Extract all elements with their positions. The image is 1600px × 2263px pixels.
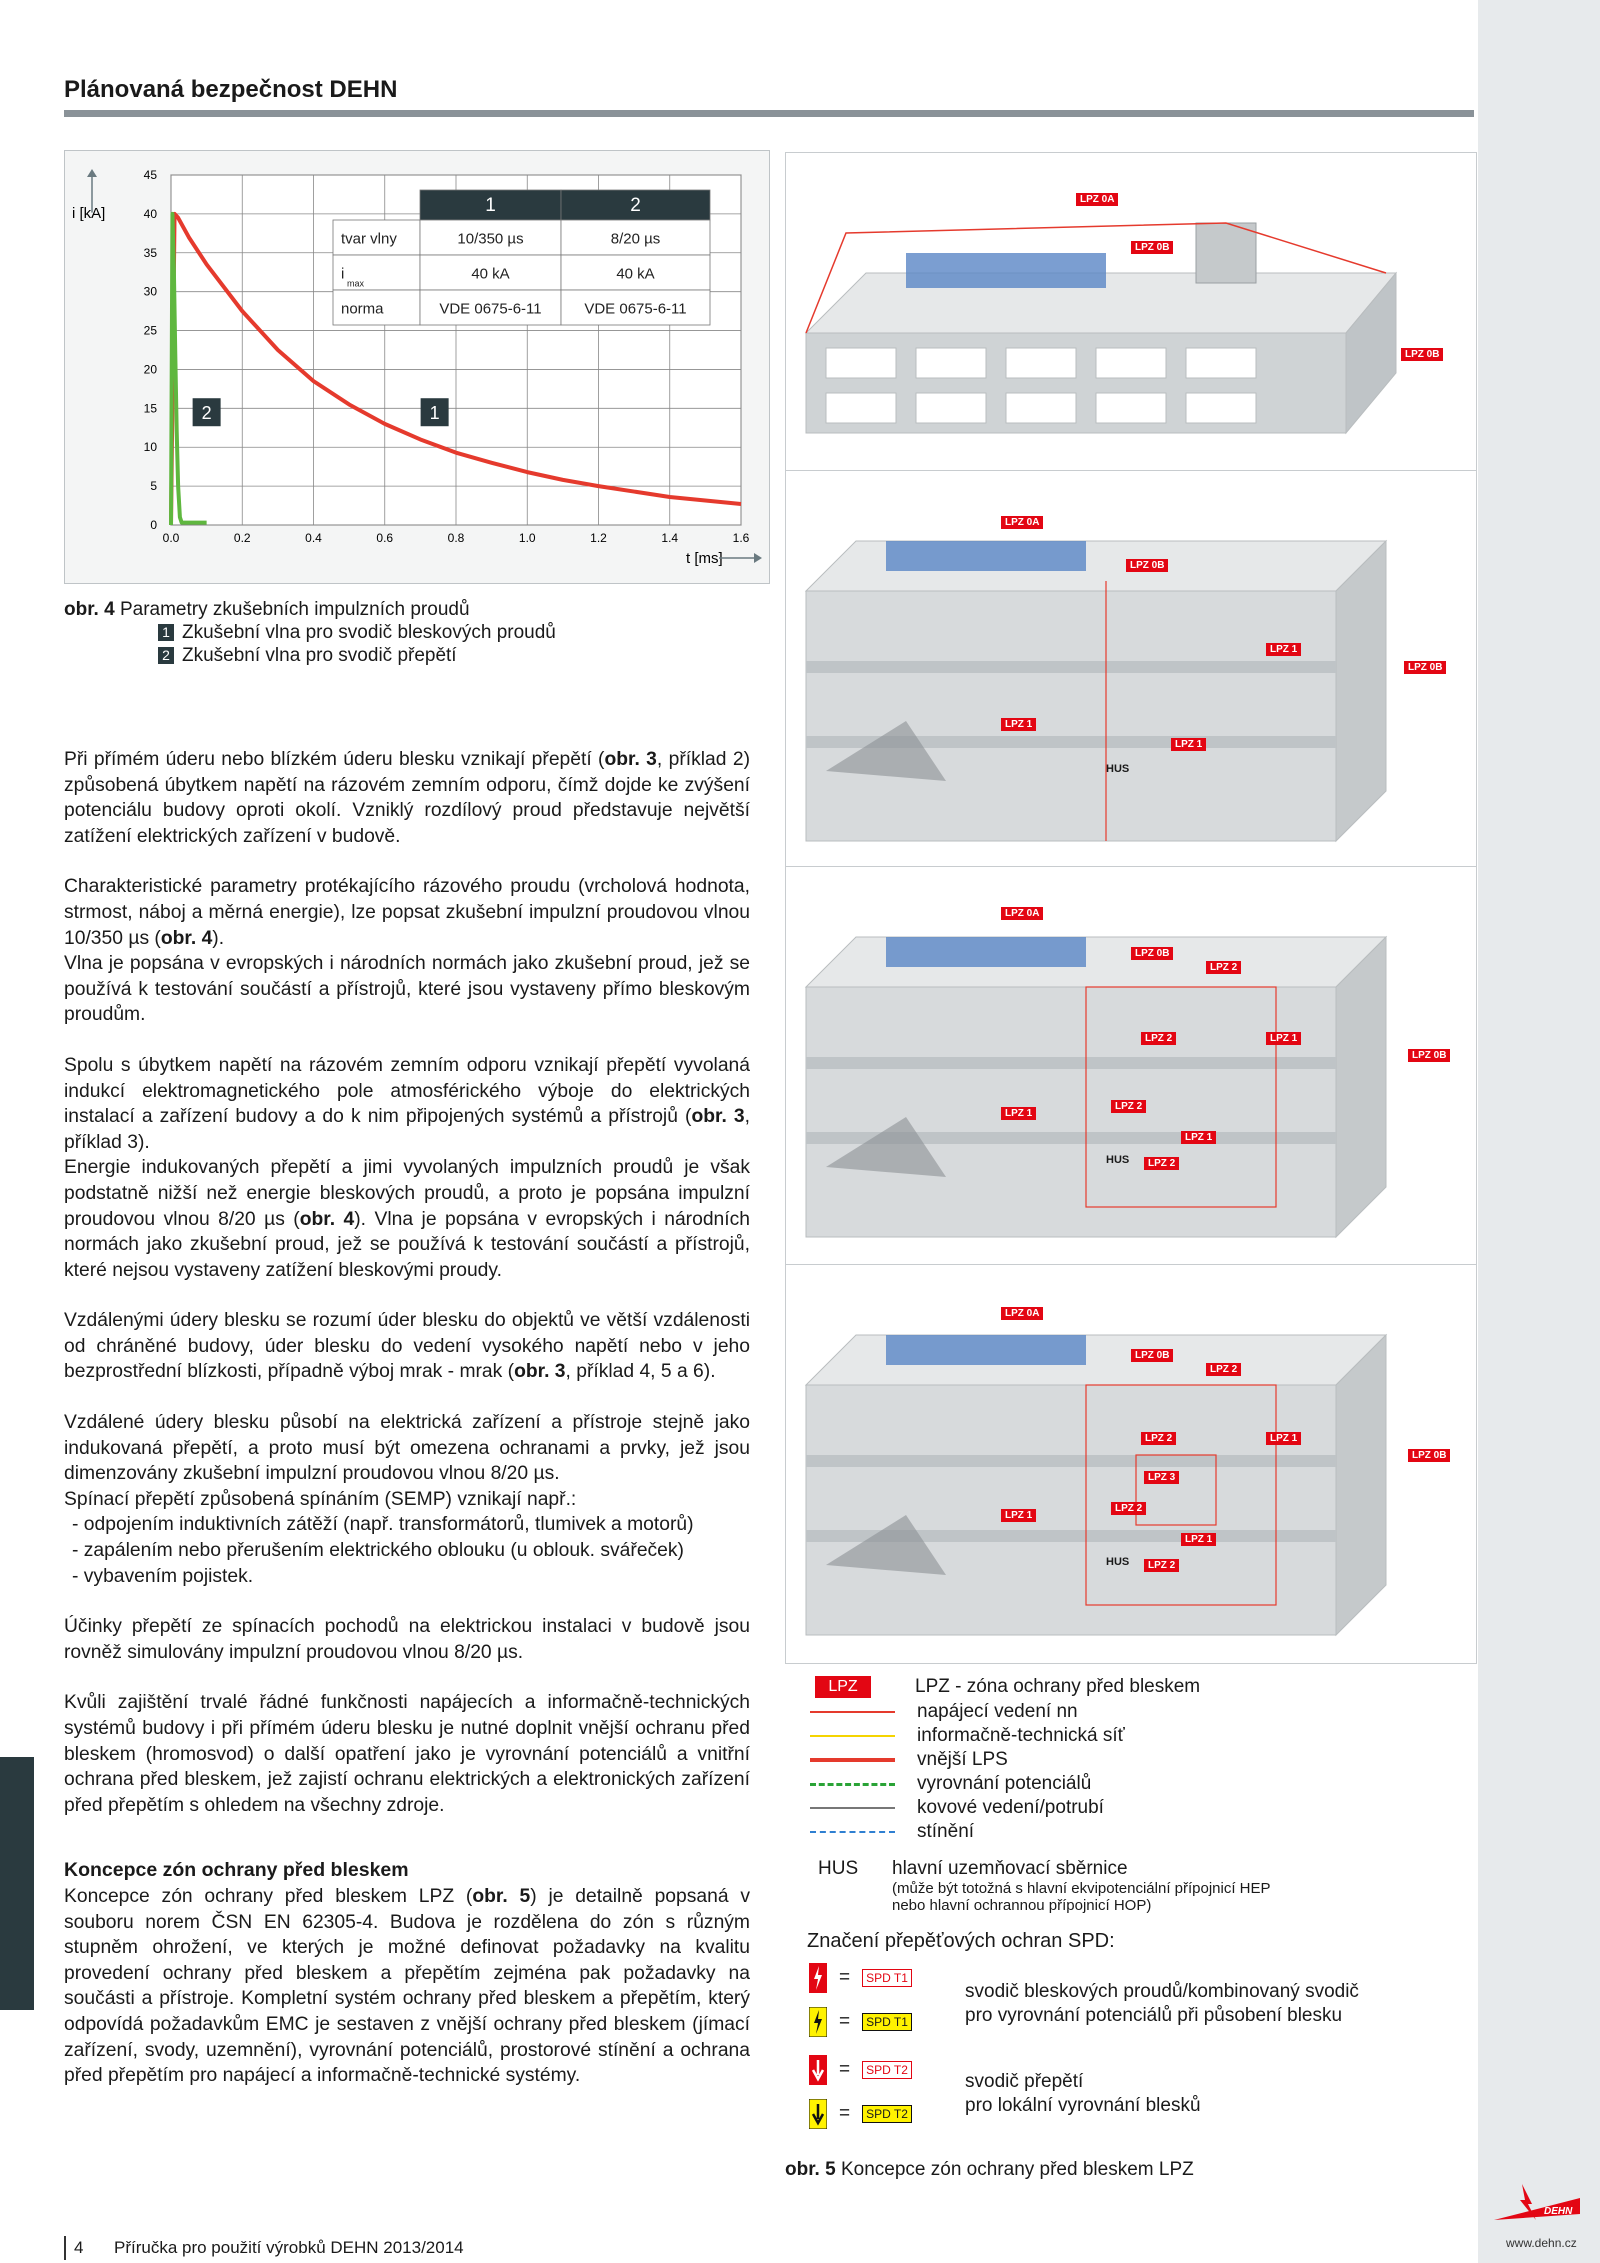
equals: =	[839, 2059, 851, 2080]
imax-subscript: max	[347, 278, 365, 289]
paragraph: Energie indukovaných přepětí a jimi vyvolaných impulzních proudů je však podstatně nižší než energie bleskových proudů, a proto je popsána impulzní proudovou vlnou 8/20 µs (obr. 4). Vlna je popsána v evropských i národních normách jako zkušební proud, jež se používá k testování součástí a přístrojů, které nejsou vystaveny zatížení bleskovými proudy.	[64, 1157, 750, 1281]
lpz-0b-label: LPZ 0B	[1401, 348, 1443, 361]
paragraph: Spínací přepětí způsobená spínáním (SEMP) vznikají např.:	[64, 1488, 577, 1510]
building-illustration	[786, 867, 1476, 1265]
list-item: - vybavením pojistek.	[64, 1564, 750, 1590]
lpz-2-label: LPZ 2	[1141, 1432, 1176, 1445]
wave-1-marker-text: 1	[429, 403, 440, 424]
lpz-2-label: LPZ 2	[1144, 1559, 1179, 1572]
chapter-tab	[0, 1757, 34, 2010]
lpz-0b-label: LPZ 0B	[1404, 661, 1446, 674]
equals: =	[839, 2011, 851, 2032]
caption-marker-1: 1	[158, 624, 174, 641]
table-cell-text: 8/20 µs	[610, 230, 661, 248]
y-axis-label: i [kA]	[72, 204, 106, 222]
spd-t1-desc-2: pro vyrovnání potenciálů při působení blesku	[965, 2005, 1343, 2026]
table-cell-text: i	[341, 265, 345, 283]
semp-list	[64, 1512, 750, 1589]
x-tick-label: 1.4	[661, 531, 679, 545]
legend-kov: kovové vedení/potrubí	[917, 1797, 1104, 1818]
svg-text:DEHN: DEHN	[1544, 2206, 1573, 2217]
table-cell-text: 10/350 µs	[457, 230, 524, 248]
lpz-2-label: LPZ 2	[1144, 1157, 1179, 1170]
x-tick-label: 1.2	[590, 531, 607, 545]
paragraph: Účinky přepětí ze spínacích pochodů na elektrickou instalaci v budově jsou rovněž simulovány impulzní proudovou vlnou 8/20 µs.	[64, 1616, 750, 1663]
y-tick-label: 0	[150, 518, 157, 532]
spd-t2-desc-1: svodič přepětí	[965, 2071, 1084, 2092]
lpz-1-label: LPZ 1	[1266, 1032, 1301, 1045]
hus-label: HUS	[1106, 1154, 1130, 1166]
table-cell-text: tvar vlny	[341, 230, 397, 248]
title-rule	[64, 110, 1474, 117]
equals: =	[839, 1967, 851, 1988]
legend-line-stin	[810, 1831, 895, 1833]
lpz-0a-label: LPZ 0A	[1076, 193, 1118, 206]
figure-4-text: Parametry zkušebních impulzních proudů	[119, 599, 470, 620]
x-tick-label: 0.4	[305, 531, 322, 545]
lpz-0a-label: LPZ 0A	[1001, 516, 1043, 529]
spd-t1-yellow-icon	[809, 2007, 827, 2037]
y-tick-label: 40	[143, 206, 157, 221]
hus-label: HUS	[1106, 763, 1130, 775]
lpz-0b-label: LPZ 0B	[1131, 1349, 1173, 1362]
lpz-1-label: LPZ 1	[1001, 718, 1036, 731]
x-axis-label: t [ms]	[686, 550, 723, 567]
y-tick-label: 35	[143, 245, 157, 260]
impulse-current-chart	[64, 150, 770, 584]
legend-lps: vnější LPS	[917, 1749, 1008, 1770]
legend-line-nn	[810, 1711, 895, 1713]
legend-line-kov	[810, 1807, 895, 1809]
legend-lpz-badge: LPZ	[815, 1676, 871, 1698]
building-panel-4	[785, 1264, 1477, 1664]
paragraph: Vlna je popsána v evropských i národních normách jako zkušební proud, jež se používá k testování součástí a přístrojů, které jsou vystaveny přímo bleskovým proudům.	[64, 953, 750, 1026]
table-cell-text: 1	[485, 195, 496, 216]
list-item: - zapálením nebo přerušením elektrického oblouku (u oblouk. svářeček)	[64, 1538, 750, 1564]
spd-t1-red-badge: SPD T1	[862, 1969, 912, 1987]
dehn-logo	[1492, 2180, 1582, 2225]
y-tick-label: 15	[143, 401, 157, 416]
paragraph: Spolu s úbytkem napětí na rázovém zemním odporu vznikají přepětí vyvolaná indukcí elektromagnetického pole atmosférického výboje do elektrických instalací a zařízení budovy a do k nim připojených systémů a přístrojů (obr. 3, příklad 3).	[64, 1054, 750, 1153]
legend-it: informačně-technická síť	[917, 1725, 1125, 1746]
x-tick-label: 0.8	[447, 531, 465, 545]
lpz-0b-label: LPZ 0B	[1408, 1449, 1450, 1462]
y-tick-label: 5	[150, 479, 157, 494]
lpz-2-label: LPZ 2	[1206, 1363, 1241, 1376]
legend-stin: stínění	[917, 1821, 975, 1842]
figure-4-label: obr. 4	[64, 599, 115, 620]
building-panel-2	[785, 470, 1477, 868]
equals: =	[839, 2103, 851, 2124]
lpz-2-label: LPZ 2	[1141, 1032, 1176, 1045]
page-title: Plánovaná bezpečnost DEHN	[64, 76, 398, 103]
section-heading: Koncepce zón ochrany před bleskem	[64, 1859, 409, 1882]
lpz-2-label: LPZ 2	[1111, 1100, 1146, 1113]
building-panel-1	[785, 152, 1477, 472]
caption-item-1: Zkušební vlna pro svodič bleskových proudů	[182, 622, 556, 643]
legend-line-lps	[810, 1758, 895, 1762]
x-tick-label: 1.6	[732, 531, 750, 545]
building-illustration	[786, 1265, 1476, 1663]
paragraph: Při přímém úderu nebo blízkém úderu blesku vznikají přepětí (obr. 3, příklad 2) způsobená úbytkem napětí na rázovém zemním odporu, čímž dojde ke zvýšení potenciálu budovy oproti okolí. Vzniklý rozdílový proud představuje největší zatížení elektrických zařízení v budově.	[64, 749, 750, 847]
table-cell-text: 40 kA	[616, 265, 655, 283]
lpz-2-label: LPZ 2	[1206, 961, 1241, 974]
spd-t2-red-icon	[809, 2055, 827, 2085]
paragraph: Charakteristické parametry protékajícího rázového proudu (vrcholová hodnota, strmost, náboj a měrná energie), lze popsat zkušební impulzní proudovou vlnou 10/350 µs (obr. 4).	[64, 876, 750, 949]
legend-nn: napájecí vedení nn	[917, 1701, 1078, 1722]
lpz-0b-label: LPZ 0B	[1408, 1049, 1450, 1062]
spd-t2-yellow-icon	[809, 2099, 827, 2129]
y-tick-label: 45	[143, 168, 157, 182]
building-illustration	[786, 471, 1476, 867]
body-text	[64, 747, 750, 2114]
page-number: 4	[74, 2238, 84, 2257]
spd-t2-yellow-badge: SPD T2	[862, 2105, 912, 2123]
lpz-1-label: LPZ 1	[1181, 1533, 1216, 1546]
legend-line-pot	[810, 1783, 895, 1786]
lpz-0b-label: LPZ 0B	[1131, 241, 1173, 254]
lpz-0a-label: LPZ 0A	[1001, 907, 1043, 920]
paragraph: Vzdálené údery blesku působí na elektrická zařízení a přístroje stejně jako indukovaná přepětí, a proto musí být omezena ochranami a prvky, jež jsou dimenzovány zkušební impulzní proudovou vlnou 8/20 µs.	[64, 1412, 750, 1485]
legend-hus-text: hlavní uzemňovací sběrnice	[892, 1858, 1128, 1879]
spd-t2-desc-2: pro lokální vyrovnání blesků	[965, 2095, 1201, 2116]
lpz-2-label: LPZ 2	[1111, 1502, 1146, 1515]
paragraph: Kvůli zajištění trvalé řádné funkčnosti napájecích a informačně-technických systémů budovy i při přímém úderu blesku je nutné doplnit vnější ochranu před bleskem (hromosvod) o další opatření jako je vyrovnání potenciálů a vnitřní ochrana před bleskem, jež zajistí ochranu elektrických a elektronických zařízení před přepětím s ohledem na všechny zdroje.	[64, 1692, 750, 1816]
list-item: - odpojením induktivních zátěží (např. transformátorů, tlumivek a motorů)	[64, 1512, 750, 1538]
y-tick-label: 10	[143, 440, 157, 455]
footer-text: Příručka pro použití výrobků DEHN 2013/2014	[114, 2238, 464, 2257]
y-tick-label: 20	[143, 362, 157, 377]
table-cell-text: VDE 0675-6-11	[439, 300, 542, 318]
caption-item-2: Zkušební vlna pro svodič přepětí	[182, 645, 457, 666]
legend-lpz-text: LPZ - zóna ochrany před bleskem	[915, 1676, 1201, 1697]
legend-hus-note-2: nebo hlavní ochrannou přípojnicí HOP)	[892, 1897, 1152, 1914]
y-tick-label: 25	[143, 323, 157, 338]
legend-hus-note-1: (může být totožná s hlavní ekvipotenciální přípojnicí HEP	[892, 1880, 1271, 1897]
lpz-0a-label: LPZ 0A	[1001, 1307, 1043, 1320]
building-panel-3	[785, 866, 1477, 1266]
paragraph: Vzdálenými údery blesku se rozumí úder blesku do objektů ve větší vzdálenosti od chráněné budovy, úder blesku do vedení vysokého napětí nebo v jeho bezprostřední blízkosti, případně výboj mrak - mrak (obr. 3, příklad 4, 5 a 6).	[64, 1310, 750, 1383]
lpz-0b-label: LPZ 0B	[1131, 947, 1173, 960]
figure-5-caption	[785, 2158, 1194, 2181]
table-cell-text: norma	[341, 300, 384, 318]
right-margin-strip	[1478, 0, 1600, 2263]
x-axis-arrowhead	[754, 553, 762, 563]
caption-marker-2: 2	[158, 647, 174, 664]
y-axis-arrowhead	[87, 169, 97, 177]
table-cell-text: VDE 0675-6-11	[584, 300, 687, 318]
lpz-0b-label: LPZ 0B	[1126, 559, 1168, 572]
legend-line-it	[810, 1735, 895, 1737]
hus-label: HUS	[1106, 1556, 1130, 1568]
lpz-1-label: LPZ 1	[1171, 738, 1206, 751]
x-tick-label: 0.2	[233, 531, 251, 545]
lpz-3-label: LPZ 3	[1144, 1471, 1179, 1484]
spd-t1-desc-1: svodič bleskových proudů/kombinovaný svodič	[965, 1981, 1359, 2002]
spd-t1-red-icon	[809, 1963, 827, 1993]
footer-bar	[64, 2236, 66, 2260]
lpz-1-label: LPZ 1	[1266, 1432, 1301, 1445]
x-tick-label: 1.0	[518, 531, 536, 545]
spd-title: Značení přepěťových ochran SPD:	[807, 1930, 1115, 1952]
spd-t2-red-badge: SPD T2	[862, 2061, 912, 2079]
legend-hus: HUS	[818, 1858, 859, 1879]
wave-2-marker-text: 2	[201, 403, 212, 424]
y-tick-label: 30	[143, 284, 157, 299]
table-cell-text: 40 kA	[471, 265, 510, 283]
figure-5-label: obr. 5	[785, 2159, 836, 2180]
table-cell-text: 2	[630, 195, 641, 216]
figure-4-caption	[64, 598, 556, 667]
lpz-1-label: LPZ 1	[1001, 1509, 1036, 1522]
x-tick-label: 0.6	[376, 531, 394, 545]
lpz-1-label: LPZ 1	[1001, 1107, 1036, 1120]
legend	[785, 1663, 1475, 2124]
lpz-1-label: LPZ 1	[1266, 643, 1301, 656]
building-illustration	[786, 153, 1476, 471]
lpz-1-label: LPZ 1	[1181, 1131, 1216, 1144]
figure-5-text: Koncepce zón ochrany před bleskem LPZ	[840, 2159, 1194, 2180]
spd-t1-yellow-badge: SPD T1	[862, 2013, 912, 2031]
paragraph: Koncepce zón ochrany před bleskem LPZ (obr. 5) je detailně popsaná v souboru norem ČSN EN 62305-4. Budova je rozdělena do zón s různým stupněm ohrožení, ve kterých je možné definovat požadavky na kvalitu provedení ochrany před bleskem a přepětím zejména pak požadavky na součásti a přístroje. Kompletní systém ochrany před bleskem a přepětím, který odpovídá požadavkům EMC je sestaven z vnější ochrany před bleskem (jímací zařízení, svody, uzemnění), vyrovnání potenciálů, prostorové stínění a ochrana před přepětím pro napájecí a informačně-technické systémy.	[64, 1885, 750, 2087]
dehn-url: www.dehn.cz	[1506, 2236, 1577, 2250]
x-tick-label: 0.0	[162, 531, 180, 545]
legend-pot: vyrovnání potenciálů	[917, 1773, 1092, 1794]
